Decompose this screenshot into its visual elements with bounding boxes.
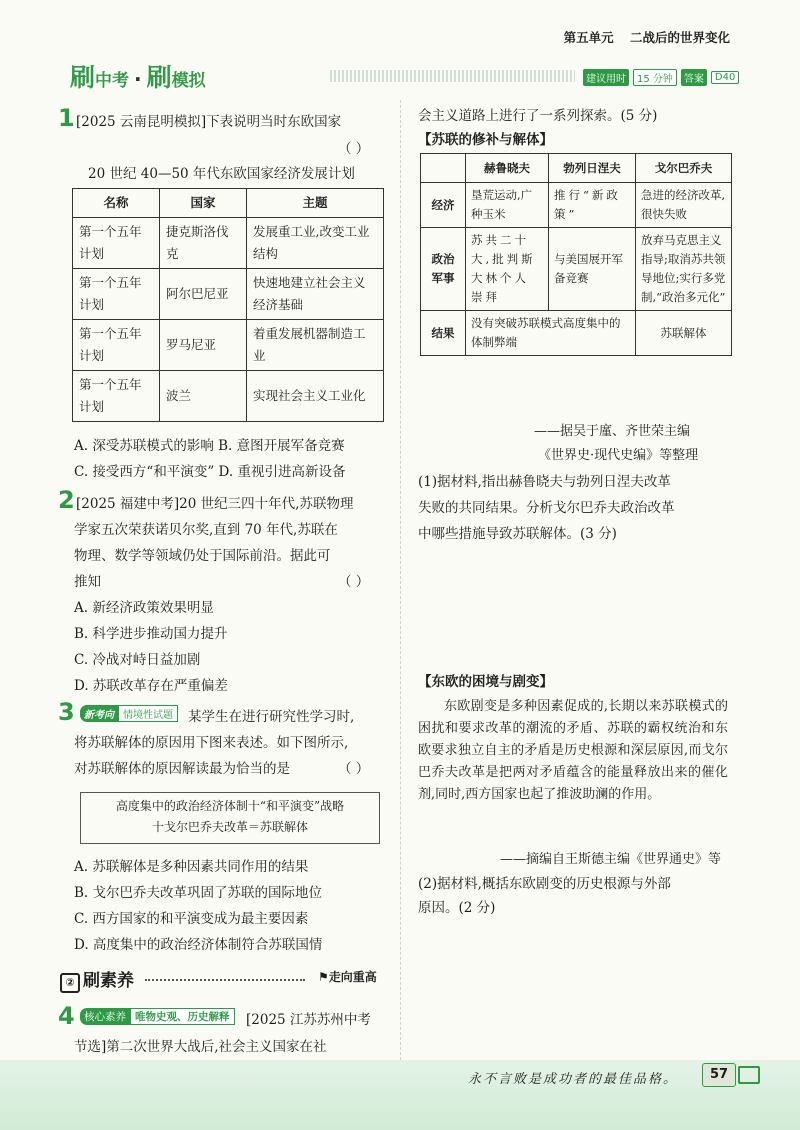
q2-option: A. 新经济政策效果明显 [74,600,214,616]
formula-line: 十戈尔巴乔夫改革＝苏联解体 [151,820,308,834]
section-title-text: 刷素养 [83,971,134,991]
decorative-hatch [330,70,575,82]
table-cell: 捷克斯洛伐克 [160,218,247,269]
question-number: 1 [58,104,75,132]
table-row [73,371,384,422]
toward-text: 走向重高 [328,970,377,984]
table-cell: 第一个五年计划 [73,218,160,269]
table-cell: 没有突破苏联模式高度集中的体制弊端 [466,311,636,356]
table-row [73,218,384,269]
suggest-time: 15 分钟 [633,69,677,86]
table-row [73,320,384,371]
column-header: 主题 [247,189,384,218]
footer-motto: 永不言败是成功者的最佳品格。 [468,1072,679,1087]
table-cell: 放弃马克思主义指导;取消苏共领导地位;实行多党制,“政治多元化” [636,228,732,311]
material-paragraph: 东欧剧变是多种因素促成的,长期以来苏联模式的困扰和要求改革的潮流的矛盾、苏联的霸权统治和东欧要求独立自主的矛盾是历史根源和深层原因,而戈尔巴乔夫改革是把两对矛盾蕴含的能量释放出来的催化剂,同时,西方国家也起了推波助澜的作用。 [418,699,728,802]
table-header-row [421,154,732,183]
q4-stem-continued: 会主义道路上进行了一系列探索。(5 分) [418,108,658,124]
question-number: 3 [58,698,75,726]
badge-type: 情境性试题 [118,705,178,722]
subquestion-1: 失败的共同结果。分析戈尔巴乔夫政治改革 [418,500,675,516]
answer-label: 答案 [681,69,707,86]
question-number: 2 [58,486,75,514]
table-cell: 阿尔巴尼亚 [160,269,247,320]
q3-stem-line: 对苏联解体的原因解读最为恰当的是 [74,761,290,777]
answer-blank[interactable]: （ ） [338,141,370,157]
table-cell: 垦荒运动,广种玉米 [466,183,549,228]
q3-option: B. 戈尔巴乔夫改革巩固了苏联的国际地位 [74,885,323,901]
q1-stem: [2025 云南昆明模拟]下表说明当时东欧国家 [76,114,342,130]
table-row [421,228,732,311]
q3-stem-line: 将苏联解体的原因用下图来表述。如下图所示, [74,735,349,751]
page-number: 57 [702,1063,736,1087]
subquestion-2: 原因。(2 分) [418,900,496,916]
table-cell: 推行“新政策” [549,183,636,228]
q4-stem-line: [2025 江苏苏州中考 [246,1012,371,1028]
source-citation: ——据吴于廑、齐世荣主编 [534,424,691,439]
q3-option: C. 西方国家的和平演变成为最主要因素 [74,911,309,927]
table-cell: 着重发展机器制造工业 [247,320,384,371]
table-cell: 第一个五年计划 [73,371,160,422]
section-title [60,966,134,993]
column-header: 国家 [160,189,247,218]
row-header: 结果 [421,311,466,356]
row-header: 政治军事 [421,228,466,311]
q1-options-cd: C. 接受西方“和平演变” D. 重视引进高新设备 [74,464,346,480]
q1-table-title: 20 世纪 40—50 年代东欧国家经济发展计划 [88,166,355,182]
new-trend-badge [80,705,178,722]
column-divider [400,100,401,1060]
q2-stem-line: [2025 福建中考]20 世纪三四十年代,苏联物理 [76,496,354,512]
unit-number: 第五单元 [563,30,614,45]
table-cell: 苏联解体 [636,311,732,356]
q3-stem-line: 某学生在进行研究性学习时, [188,709,355,725]
q2-stem-line: 推知 [74,574,101,590]
table-row [73,269,384,320]
table-cell: 快速地建立社会主义经济基础 [247,269,384,320]
q1-options-ab: A. 深受苏联模式的影响 B. 意图开展军备竞赛 [74,438,345,454]
table-cell: 发展重工业,改变工业结构 [247,218,384,269]
brand-char: 刷 [146,63,172,92]
subquestion-1: (1)据材料,指出赫鲁晓夫与勃列日涅夫改革 [418,474,671,490]
column-header: 赫鲁晓夫 [466,154,549,183]
table-cell: 与美国展开军备竞赛 [549,228,636,311]
q2-option: C. 冷战对峙日益加剧 [74,652,201,668]
table-cell: 罗马尼亚 [160,320,247,371]
table-cell: 第一个五年计划 [73,320,160,371]
table-header-row [73,189,384,218]
answer-code: D40 [711,71,739,84]
table-cell: 波兰 [160,371,247,422]
section-brand [70,58,206,94]
toward-label [318,968,377,985]
subquestion-2: (2)据材料,概括东欧剧变的历史根源与外部 [418,876,671,892]
subhead-soviet: 【苏联的修补与解体】 [418,132,553,148]
question-number: 4 [58,1002,75,1030]
brand-dot: · [134,67,142,91]
table-cell: 急进的经济改革,很快失败 [636,183,732,228]
table-row [421,183,732,228]
table-cell: 实现社会主义工业化 [247,371,384,422]
answer-blank[interactable]: （ ） [338,761,370,777]
suggest-label: 建议用时 [583,69,629,86]
column-header: 名称 [73,189,160,218]
column-header [421,154,466,183]
formula-line: 高度集中的政治经济体制十“和平演变”战略 [115,799,345,813]
subquestion-1: 中哪些措施导致苏联解体。(3 分) [418,526,617,542]
source-citation: 《世界史·现代史编》等整理 [538,448,699,463]
brand-char: 刷 [70,63,96,92]
dotted-divider [145,979,305,981]
q3-option: D. 高度集中的政治经济体制符合苏联国情 [74,937,323,953]
table-row [421,311,732,356]
brand-text: 中考 [95,71,130,91]
table-cell: 第一个五年计划 [73,269,160,320]
core-label: 核心素养 [80,1008,130,1025]
unit-title: 二战后的世界变化 [629,30,730,45]
core-literacy-badge [80,1008,235,1025]
unit-header [552,28,730,46]
badge-label: 新考向 [80,705,118,722]
q1-plan-table [72,188,384,422]
q3-cause-formula-box [80,792,380,844]
flag-icon: ⚑ [318,970,329,984]
row-header: 经济 [421,183,466,228]
q2-stem-line: 学家五次荣获诺贝尔奖,直到 70 年代,苏联在 [74,522,338,538]
soviet-reform-table [420,153,732,356]
q4-stem-line: 节选]第二次世界大战后,社会主义国家在社 [74,1039,327,1055]
column-header: 戈尔巴乔夫 [636,154,732,183]
brand-text: 模拟 [171,71,206,91]
q2-option: D. 苏联改革存在严重偏差 [74,678,228,694]
column-header: 勃列日涅夫 [549,154,636,183]
subhead-eastern-europe: 【东欧的困境与剧变】 [418,674,553,690]
table-cell: 苏共二十大,批判斯大林个人崇拜 [466,228,549,311]
book-icon [738,1066,760,1084]
q2-stem-line: 物理、数学等领域仍处于国际前沿。据此可 [74,548,331,564]
section-icon: ② [60,973,80,993]
q2-option: B. 科学进步推动国力提升 [74,626,228,642]
suggest-time-bar [583,69,739,86]
source-citation: ——摘编自王斯德主编《世界通史》等 [500,852,722,867]
answer-blank[interactable]: （ ） [338,574,370,590]
q3-option: A. 苏联解体是多种因素共同作用的结果 [74,859,309,875]
footer-band [0,1060,800,1130]
core-tags: 唯物史观、历史解释 [130,1008,235,1025]
